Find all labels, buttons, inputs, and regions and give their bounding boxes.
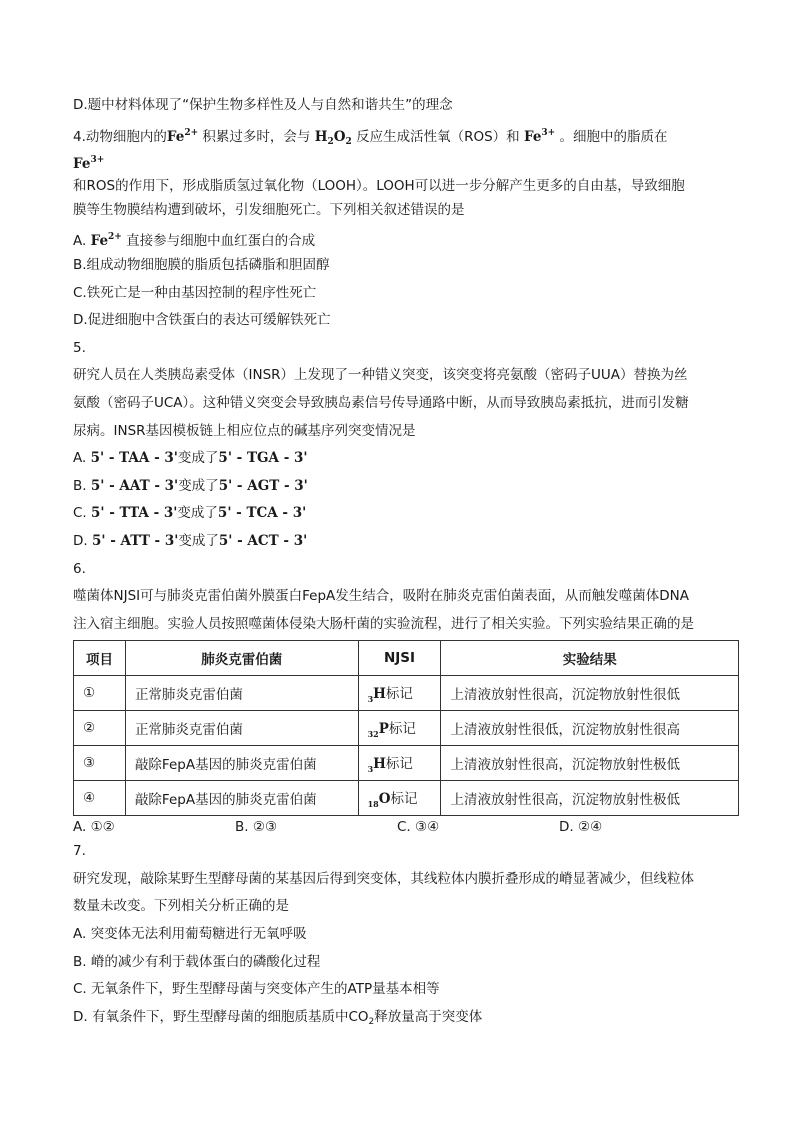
q5-option-a: A. 5' - TAA - 3'变成了5' - TGA - 3' — [73, 450, 308, 467]
header-bacteria: 肺炎克雷伯菌 — [125, 641, 358, 676]
q6-results-table — [73, 640, 739, 816]
q7-option-d: D. 有氧条件下，野生型酵母菌的细胞质基质中$CO_2$释放量高于突变体 — [73, 1008, 483, 1027]
header-njsi: NJSI — [358, 641, 441, 676]
table-row: ④ 敲除FepA基因的肺炎克雷伯菌 $_{18}$O标记 上清液放射性很高，沉淀物放射性极低 — [74, 781, 739, 816]
table-row: ③ 敲除FepA基因的肺炎克雷伯菌 $_3$H标记 上清液放射性很高，沉淀物放射性极低 — [74, 746, 739, 781]
table-row: ① 正常肺炎克雷伯菌 $_3$H标记 上清液放射性很高，沉淀物放射性很低 — [74, 676, 739, 711]
q4-stem-line4: 膜等生物膜结构遭到破坏，引发细胞死亡。下列相关叙述错误的是 — [73, 201, 465, 218]
q7-number: 7. — [73, 843, 86, 860]
q7-stem-line1: 研究发现，敲除某野生型酵母菌的某基因后得到突变体，其线粒体内膜折叠形成的嵴显著减少，但线粒体 — [73, 870, 694, 887]
q6-option-a: A. ①② — [73, 819, 115, 836]
q6-option-d: D. ②④ — [559, 819, 603, 836]
q5-stem-line2: 氨酸（密码子UCA）。这种错义突变会导致胰岛素信号传导通路中断，从而导致胰岛素抵抗，进而引发糖 — [73, 394, 689, 411]
q4-option-c: C.铁死亡是一种由基因控制的程序性死亡 — [73, 284, 317, 301]
header-item: 项目 — [74, 641, 126, 676]
q6-stem-line2: 注入宿主细胞。实验人员按照噬菌体侵染大肠杆菌的实验流程，进行了相关实验。下列实验结果正确的是 — [73, 615, 694, 632]
q5-option-d: D. 5' - ATT - 3'变成了5' - ACT - 3' — [73, 532, 308, 549]
q7-stem-line2: 数量未改变。下列相关分析正确的是 — [73, 898, 289, 915]
q6-option-c: C. ③④ — [397, 819, 440, 836]
q7-option-c: C. 无氧条件下，野生型酵母菌与突变体产生的ATP量基本相等 — [73, 981, 440, 998]
q7-option-a: A. 突变体无法利用葡萄糖进行无氧呼吸 — [73, 926, 307, 943]
document-page — [73, 92, 741, 1031]
q4-stem-line2: $Fe^{3+}$ — [73, 155, 105, 173]
q3-option-d: D.题中材料体现了“保护生物多样性及人与自然和谐共生”的理念 — [73, 97, 453, 113]
q6-options — [73, 816, 741, 838]
q6-number: 6. — [73, 560, 86, 577]
q6-stem-line1: 噬菌体NJSI可与肺炎克雷伯菌外膜蛋白FepA发生结合，吸附在肺炎克雷伯菌表面，从而触发噬菌体DNA — [73, 588, 689, 605]
q7-option-b: B. 嵴的减少有利于载体蛋白的磷酸化过程 — [73, 953, 321, 970]
q5-number: 5. — [73, 339, 86, 356]
q5-option-c: C. 5' - TTA - 3'变成了5' - TCA - 3' — [73, 505, 307, 522]
q5-stem-line3: 尿病。INSR基因模板链上相应位点的碱基序列突变情况是 — [73, 422, 416, 439]
q6-option-b: B. ②③ — [235, 819, 278, 836]
q5-option-b: B. 5' - AAT - 3'变成了5' - AGT - 3' — [73, 477, 308, 494]
q4-stem-line3: 和ROS的作用下，形成脂质氢过氧化物（LOOH）。LOOH可以进一步分解产生更多的自由基，导致细胞 — [73, 177, 685, 194]
q4-stem-line1: 4.动物细胞内的$Fe^{2+}$ 积累过多时，会与 $H_2O_2$ 反应生成活性氧（ROS）和 $Fe^{3+}$ 。细胞中的脂质在 — [73, 127, 668, 147]
q5-stem-line1: 研究人员在人类胰岛素受体（INSR）上发现了一种错义突变，该突变将亮氨酸（密码子UUA）替换为丝 — [73, 367, 688, 384]
table-row: ② 正常肺炎克雷伯菌 $_{32}$P标记 上清液放射性很低，沉淀物放射性很高 — [74, 711, 739, 746]
q4-option-d: D.促进细胞中含铁蛋白的表达可缓解铁死亡 — [73, 312, 331, 329]
header-result: 实验结果 — [441, 641, 739, 676]
q4-option-b: B.组成动物细胞膜的脂质包括磷脂和胆固醇 — [73, 256, 330, 273]
q4-option-a: A. $Fe^{2+}$ 直接参与细胞中血红蛋白的合成 — [73, 232, 316, 250]
table-header-row — [74, 641, 739, 676]
